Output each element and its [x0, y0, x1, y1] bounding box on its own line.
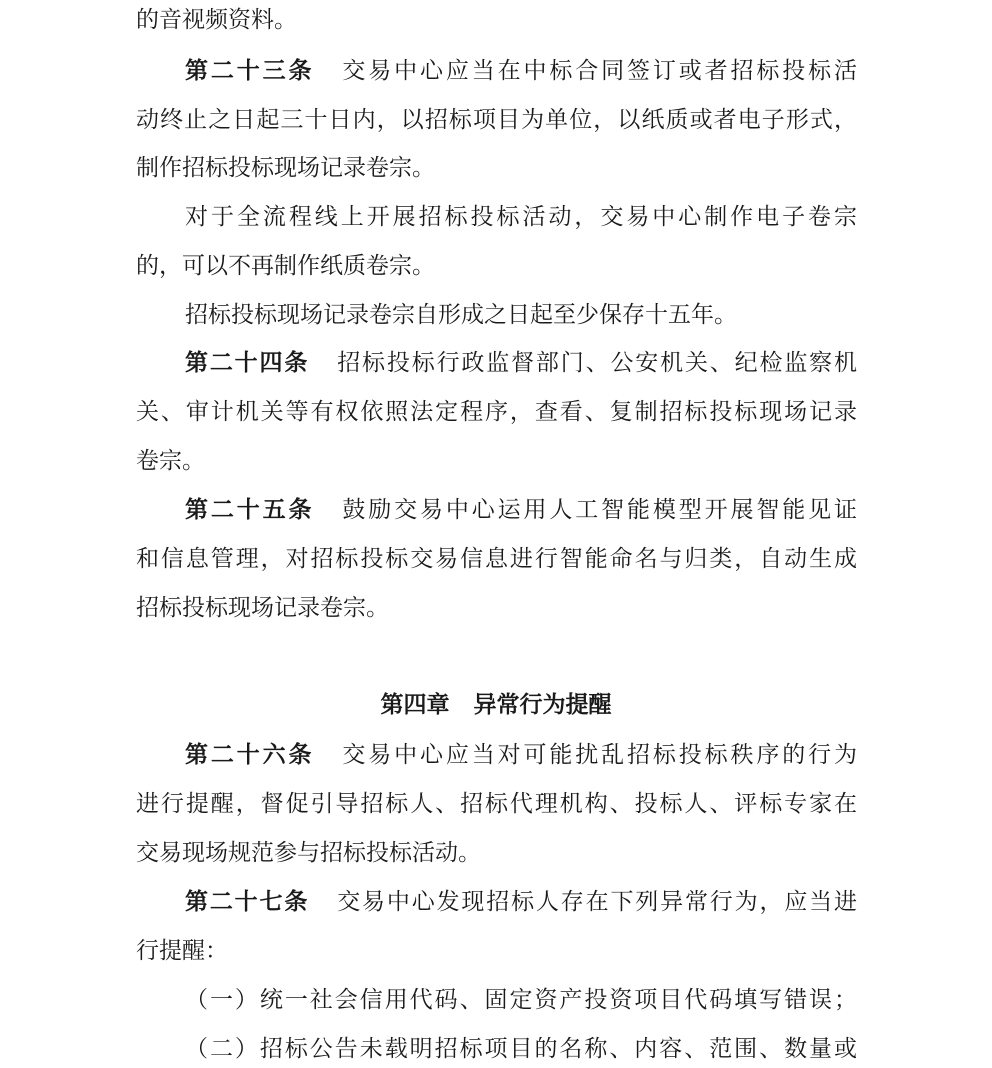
chapter-number: 第四章	[380, 692, 450, 718]
article-26-line-1: 第二十六条 交易中心应当对可能扰乱招标投标秩序的行为	[185, 742, 857, 768]
article-25-line-2: 和信息管理，对招标投标交易信息进行智能命名与归类，自动生成	[136, 546, 857, 572]
article-24-label: 第二十四条	[185, 350, 310, 376]
article-25-line-3: 招标投标现场记录卷宗。	[136, 595, 389, 621]
article-25-line-1: 第二十五条 鼓励交易中心运用人工智能模型开展智能见证	[185, 497, 857, 523]
article-27-line-2: 行提醒：	[136, 938, 228, 964]
article-24-line-3: 卷宗。	[136, 448, 205, 474]
list-item-2: （二）招标公告未载明招标项目的名称、内容、范围、数量或	[185, 1036, 857, 1062]
paragraph-23b-line-1: 对于全流程线上开展招标投标活动，交易中心制作电子卷宗	[185, 204, 857, 230]
article-23-line-3: 制作招标投标现场记录卷宗。	[136, 155, 435, 181]
article-23-line-1: 第二十三条 交易中心应当在中标合同签订或者招标投标活	[185, 58, 857, 84]
paragraph-23b-line-2: 的，可以不再制作纸质卷宗。	[136, 253, 435, 279]
article-27-label: 第二十七条	[185, 889, 310, 915]
chapter-title: 异常行为提醒	[473, 692, 612, 718]
article-26-line-2: 进行提醒，督促引导招标人、招标代理机构、投标人、评标专家在	[136, 791, 857, 817]
paragraph-23c: 招标投标现场记录卷宗自形成之日起至少保存十五年。	[185, 302, 737, 328]
paragraph-fragment: 的音视频资料。	[136, 7, 297, 33]
article-24-line-2: 关、审计机关等有权依照法定程序，查看、复制招标投标现场记录	[136, 399, 857, 425]
article-25-label: 第二十五条	[185, 497, 315, 523]
article-26-line-3: 交易现场规范参与招标投标活动。	[136, 840, 481, 866]
article-23-label: 第二十三条	[185, 58, 315, 84]
list-item-1: （一）统一社会信用代码、固定资产投资项目代码填写错误；	[185, 987, 857, 1013]
article-27-line-1: 第二十七条 交易中心发现招标人存在下列异常行为，应当进	[185, 889, 857, 915]
article-24-line-1: 第二十四条 招标投标行政监督部门、公安机关、纪检监察机	[185, 350, 857, 376]
article-26-label: 第二十六条	[185, 742, 315, 768]
chapter-heading	[0, 690, 992, 720]
article-23-line-2: 动终止之日起三十日内，以招标项目为单位，以纸质或者电子形式，	[136, 107, 857, 133]
